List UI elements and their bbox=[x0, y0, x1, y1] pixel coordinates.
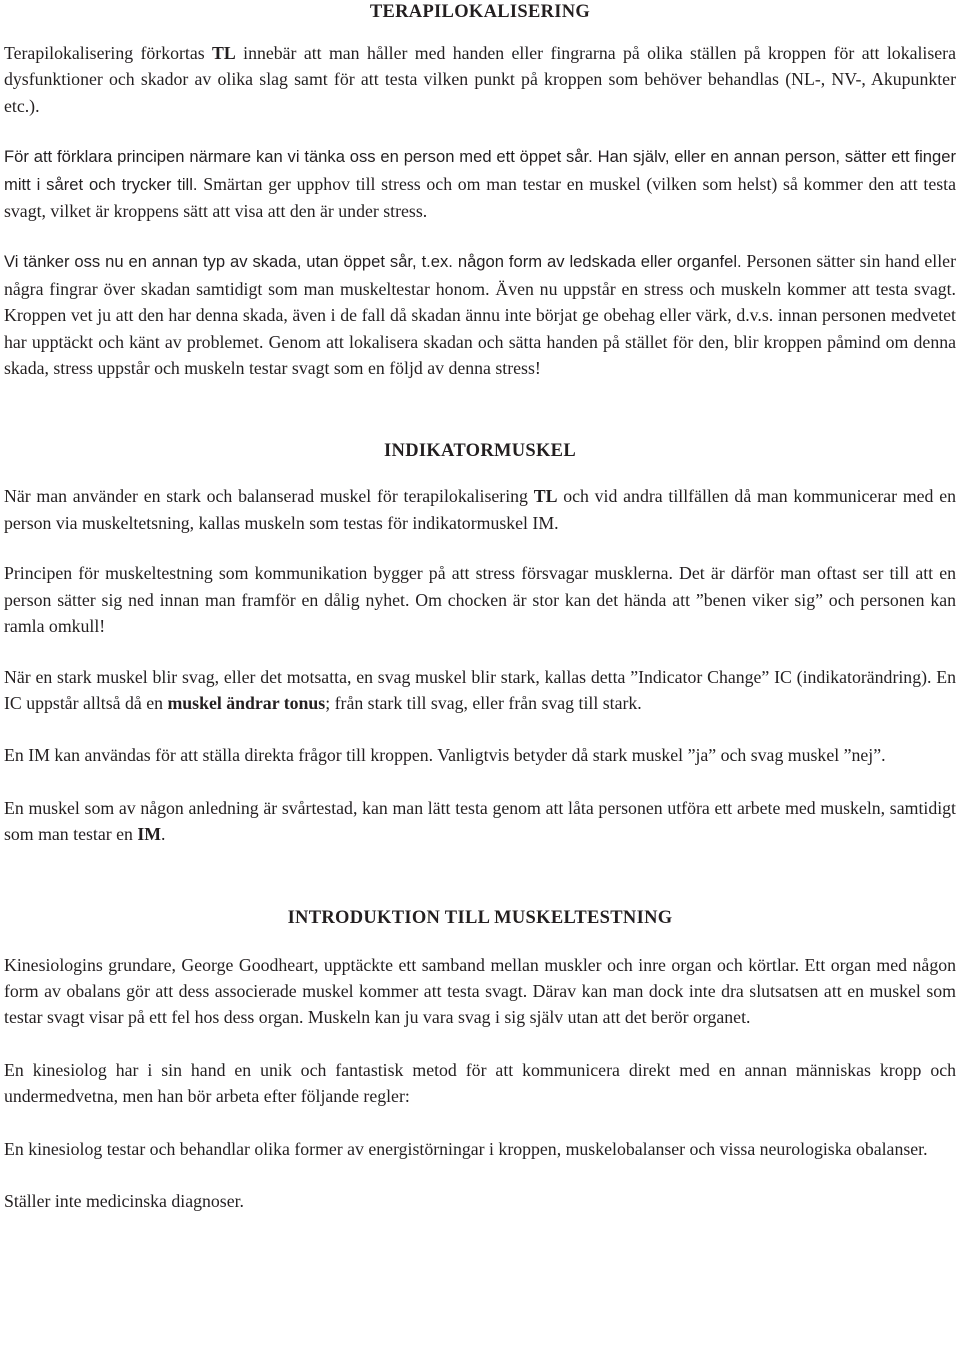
paragraph-indicator-muscle bbox=[4, 483, 956, 536]
text-run: När en stark muskel blir svag, eller det motsatta, en svag muskel blir stark, kallas detta ”Indicator Change” IC (indikatorändring). En IC uppstår alltså då en bbox=[4, 666, 956, 713]
paragraph-hard-to-test bbox=[4, 795, 956, 848]
text-run: . bbox=[161, 824, 166, 845]
text-run: Smärtan ger upphov till stress och om man testar en muskel (vilken som helst) så kommer den att testa svagt, vilket är kroppens sätt att visa att den är under stress. bbox=[4, 173, 956, 222]
paragraph-tl-intro bbox=[4, 40, 956, 119]
text-run: ; från stark till svag, eller från svag till stark. bbox=[325, 692, 642, 713]
paragraph-goodheart: Kinesiologins grundare, George Goodheart, upptäckte ett samband mellan muskler och inre organ och körtlar. Ett organ med någon form av obalans gör att dess associerade muskel kommer att testa svagt. Därav kan man dock inte dra slutsatsen att en muskel som testar svagt visar på ett fel hos dess organ. Muskeln kan ju vara svag i sig själv utan att det berör organet. bbox=[4, 954, 956, 1028]
paragraph-no-diagnoses: Ställer inte medicinska diagnoser. bbox=[4, 1190, 244, 1211]
text-run: Terapilokalisering förkortas bbox=[4, 43, 213, 63]
bold-muskel-andrar-tonus: muskel ändrar tonus bbox=[167, 692, 326, 713]
text-run-sans: Vi tänker oss nu en annan typ av skada, utan öppet sår, t.ex. någon form av ledskada eller organfel. bbox=[4, 252, 742, 272]
paragraph-kinesiologist-rules: En kinesiolog har i sin hand en unik och fantastisk metod för att kommunicera direkt med en annan människas kropp och undermedvetna, men han bör arbeta efter följande regler: bbox=[4, 1059, 956, 1107]
heading-indikatormuskel: INDIKATORMUSKEL bbox=[384, 441, 576, 462]
paragraph-indicator-change bbox=[4, 664, 956, 717]
paragraph-im-questions: En IM kan användas för att ställa direkta frågor till kroppen. Vanligtvis betyder då stark muskel ”ja” och svag muskel ”nej”. bbox=[4, 745, 886, 766]
text-run: En muskel som av någon anledning är svårtestad, kan man lätt testa genom att låta personen utföra ett arbete med muskeln, samtidigt som man testar en bbox=[4, 797, 956, 845]
text-run: Personen sätter sin hand eller några fingrar över skadan samtidigt som man muskeltestar honom. Även nu uppstår en stress och muskeln kommer att testa svagt. Kroppen vet ju att den har denna skada, även i de fall då skadan ännu inte börjat ge obehag eller värk, d.v.s. innan personen medvetet har upptäckt och känt av problemet. Genom att lokalisera skadan och sätta handen på stället för den, blir kroppen påmind om denna skada, stress uppstår och muskeln testar svagt som en följd av denna stress! bbox=[4, 251, 956, 379]
text-run: När man använder en stark och balanserad muskel för terapilokalisering bbox=[4, 486, 534, 507]
heading-terapilokalisering: TERAPILOKALISERING bbox=[369, 2, 591, 22]
text-run-sans: För att förklara principen närmare kan vi tänka oss en person med ett öppet sår. Han själv, eller en annan person, sätter ett finger mitt i såret och trycker till. bbox=[4, 147, 956, 194]
bold-im: IM bbox=[137, 824, 162, 845]
heading-introduktion: INTRODUKTION TILL MUSKELTESTNING bbox=[287, 907, 673, 928]
paragraph-joint-injury bbox=[4, 248, 956, 381]
paragraph-energy-disturbances: En kinesiolog testar och behandlar olika former av energistörningar i kroppen, muskelobalanser och vissa neurologiska obalanser. bbox=[4, 1138, 928, 1159]
bold-tl: TL bbox=[212, 43, 236, 63]
text-run: och vid andra tillfällen då man kommunicerar med en person via muskeltetsning, kallas muskeln som testas för indikatormuskel IM. bbox=[4, 486, 956, 533]
text-run: innebär att man håller med handen eller fingrarna på olika ställen på kroppen för att lokalisera dysfunktioner och skador av olika slag samt för att testa vilken punkt på kroppen som behöver behandlas (NL-, NV-, Akupunkter etc.). bbox=[4, 43, 956, 116]
bold-tl: TL bbox=[533, 486, 558, 507]
paragraph-stress-principle: Principen för muskeltestning som kommunikation bygger på att stress försvagar musklerna. Det är därför man oftast ser till att en person sätter sig ned innan man framför en dålig nyhet. Om chocken är stor kan det hända att ”benen viker sig” och personen kan ramla omkull! bbox=[4, 563, 956, 637]
paragraph-open-wound bbox=[4, 143, 956, 224]
